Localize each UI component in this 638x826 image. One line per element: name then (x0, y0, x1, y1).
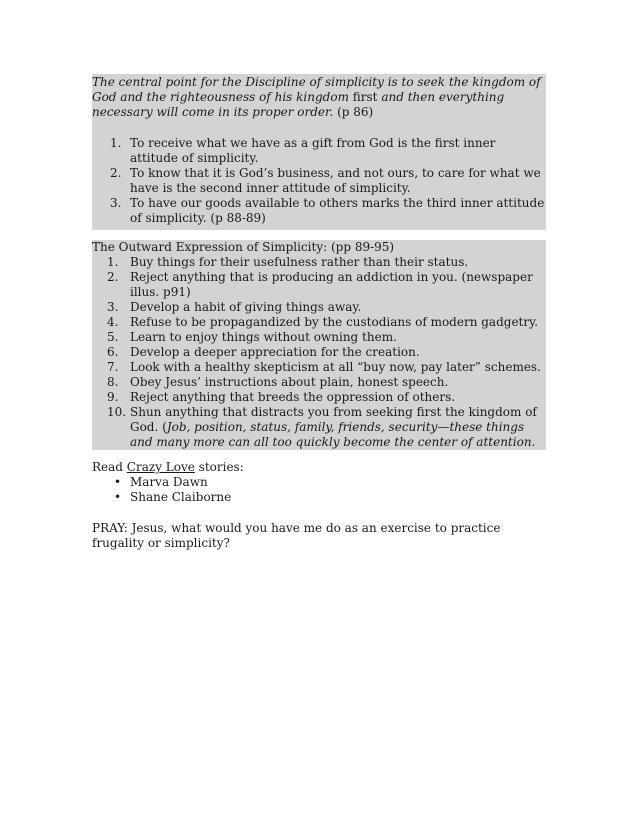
list-item: 8. Obey Jesus’ instructions about plain, honest speech. (107, 375, 449, 389)
list-item: 1. Buy things for their usefulness rather than their status. (107, 255, 469, 269)
intro-upright: first (352, 90, 378, 104)
list-item: 3. Develop a habit of giving things away. (107, 300, 362, 314)
list-item: 6. Develop a deeper appreciation for the creation. (107, 345, 420, 359)
list-item: 5. Learn to enjoy things without owning them. (107, 330, 397, 344)
pray-paragraph: PRAY: Jesus, what would you have me do as an exercise to practice frugality or simplicity? (92, 521, 501, 550)
list-item: 2. To know that it is God’s business, and not ours, to care for what we have is the second inner attitude of simplicity. (110, 166, 541, 195)
book-title: Crazy Love (126, 460, 195, 474)
document-page (92, 74, 546, 551)
read-line: Read Crazy Love stories: (92, 460, 244, 474)
bullet-icon: • (114, 490, 122, 504)
list-item: • Shane Claiborne (114, 490, 232, 504)
intro-italic-b: and then everything necessary will come in its proper order. (92, 90, 505, 119)
intro-italic-a: The central point for the Discipline of simplicity is to seek the kingdom of God and the righteousness of his kingdom (92, 75, 541, 104)
outward-heading: The Outward Expression of Simplicity: (pp 89-95) (92, 240, 546, 255)
list-item: 7. Look with a healthy skepticism at all “buy now, pay later” schemes. (107, 360, 541, 374)
intro-cite: (p 86) (333, 105, 374, 119)
outward-list (92, 255, 546, 450)
list-item: 4. Refuse to be propagandized by the custodians of modern gadgetry. (107, 315, 539, 329)
bullet-icon: • (114, 475, 122, 489)
inner-attitudes-list (92, 136, 546, 230)
list-item: 10. Shun anything that distracts you from seeking first the kingdom of God. (Job, position, status, family, friends, security—these things and many more can all too quickly become the center of attention. (107, 405, 537, 449)
list-item: 2. Reject anything that is producing an addiction in you. (newspaper illus. p91) (107, 270, 533, 299)
list-item: 9. Reject anything that breeds the oppression of others. (107, 390, 456, 404)
intro-paragraph (92, 74, 546, 121)
list-item: 1. To receive what we have as a gift from God is the first inner attitude of simplicity. (110, 136, 496, 165)
stories-list (92, 475, 546, 505)
list-item: 3. To have our goods available to others marks the third inner attitude of simplicity. (p 88-89) (110, 196, 545, 225)
list-item: • Marva Dawn (114, 475, 208, 489)
